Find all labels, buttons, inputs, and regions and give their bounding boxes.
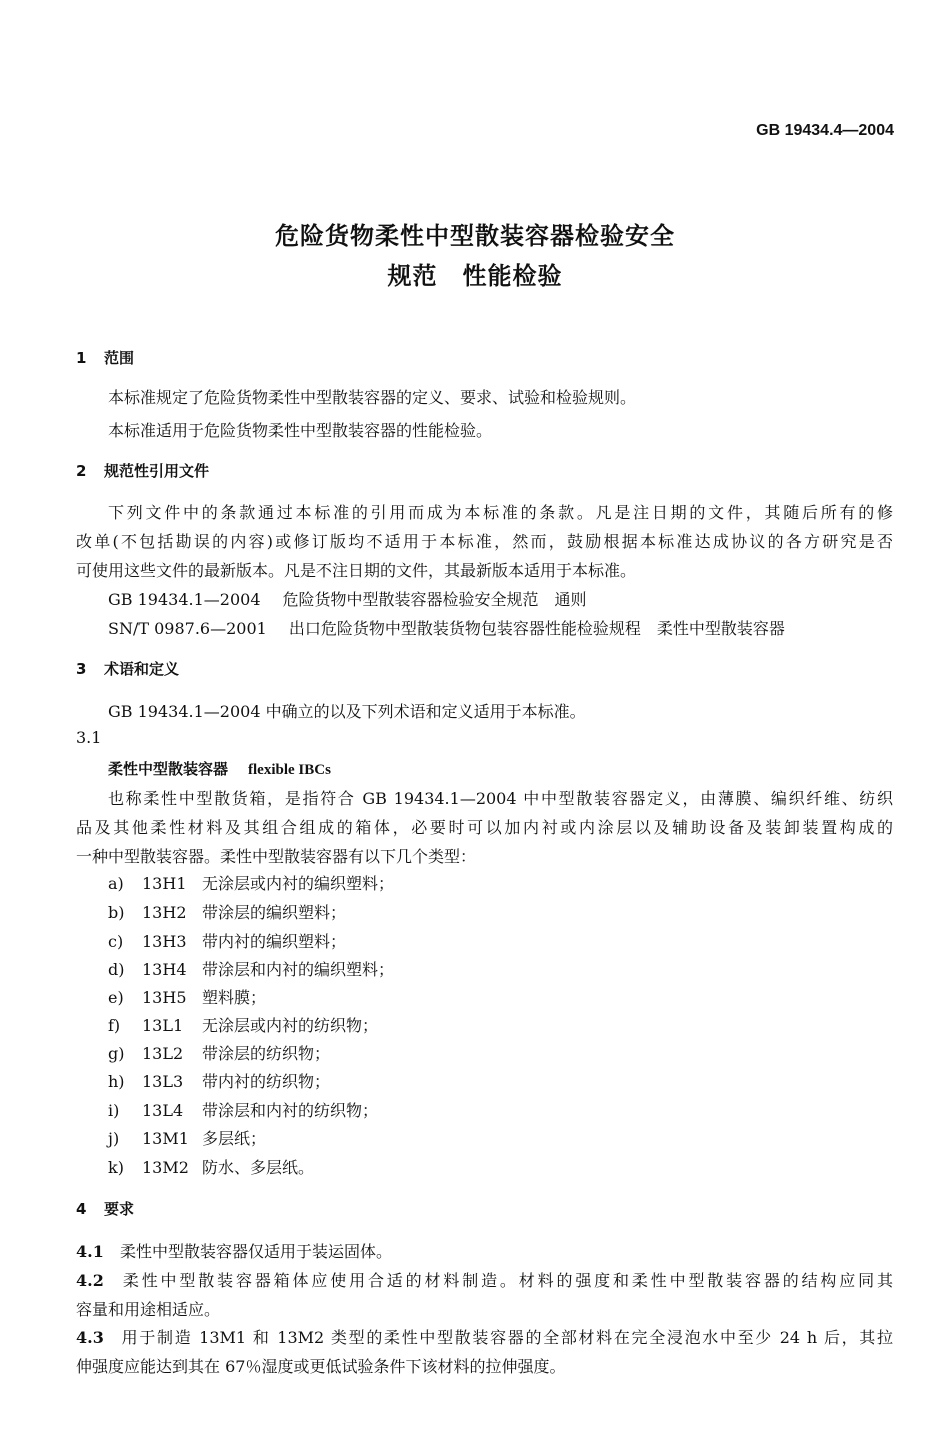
section-title: 要求 xyxy=(104,1200,135,1218)
clause-text: 柔性中型散装容器箱体应使用合适的材料制造。材料的强度和柔性中型散装容器的结构应同其 xyxy=(120,1271,893,1290)
reference-code: SN/T 0987.6—2001 xyxy=(108,619,267,638)
reference-title: 出口危险货物中型散装货物包装容器性能检验规程 柔性中型散装容器 xyxy=(288,619,785,638)
definition-line-3: 一种中型散装容器。柔性中型散装容器有以下几个类型： xyxy=(76,847,477,866)
section-number: 4 xyxy=(76,1200,87,1218)
list-item-letter: f) xyxy=(108,1016,121,1035)
list-item xyxy=(108,1155,314,1178)
list-item-desc: 带涂层的纺织物； xyxy=(202,1044,331,1063)
list-item xyxy=(108,1013,378,1036)
term-chinese: 柔性中型散装容器 xyxy=(108,760,229,778)
list-item-code: 13H2 xyxy=(142,903,187,922)
clause-number: 4.3 xyxy=(76,1328,104,1347)
list-item xyxy=(108,929,346,952)
reference-title: 危险货物中型散装容器检验安全规范 通则 xyxy=(282,590,587,609)
list-item-desc: 无涂层或内衬的纺织物； xyxy=(202,1016,379,1035)
list-item-desc: 带涂层和内衬的纺织物； xyxy=(202,1101,379,1120)
list-item-letter: c) xyxy=(108,932,124,951)
document-title-line2: 规范 性能检验 xyxy=(387,262,563,290)
list-item-letter: h) xyxy=(108,1072,125,1091)
clause-4-3-line-1 xyxy=(76,1325,893,1348)
section-4-heading xyxy=(76,1198,134,1219)
list-item xyxy=(108,871,394,894)
list-item-code: 13L1 xyxy=(142,1016,184,1035)
list-item-desc: 多层纸； xyxy=(202,1129,267,1148)
list-item-desc: 防水、多层纸。 xyxy=(202,1158,315,1177)
list-item-desc: 无涂层或内衬的编织塑料； xyxy=(202,874,395,893)
definition-line-2: 品及其他柔性材料及其组合组成的箱体，必要时可以加内衬或内涂层以及辅助设备及装卸装置构成的 xyxy=(76,818,893,837)
list-item-letter: g) xyxy=(108,1044,125,1063)
section-number: 3 xyxy=(76,660,87,678)
section-title: 范围 xyxy=(104,349,135,367)
section-1-paragraph-2: 本标准适用于危险货物柔性中型散装容器的性能检验。 xyxy=(108,421,493,440)
list-item xyxy=(108,985,266,1008)
list-item-code: 13H1 xyxy=(142,874,187,893)
section-title: 术语和定义 xyxy=(104,660,180,678)
section-3-paragraph: GB 19434.1—2004 中确立的以及下列术语和定义适用于本标准。 xyxy=(108,702,586,721)
list-item-code: 13H5 xyxy=(142,988,187,1007)
section-number: 1 xyxy=(76,349,87,367)
section-3-heading xyxy=(76,658,179,679)
section-2-para-line-2: 改单(不包括勘误的内容)或修订版均不适用于本标准，然而，鼓励根据本标准达成协议的各方研究是否 xyxy=(76,532,893,551)
list-item-code: 13M2 xyxy=(142,1158,189,1177)
list-item-desc: 塑料膜； xyxy=(202,988,267,1007)
list-item xyxy=(108,1069,330,1092)
list-item-desc: 带涂层的编织塑料； xyxy=(202,903,347,922)
section-2-para-line-1: 下列文件中的条款通过本标准的引用而成为本标准的条款。凡是注日期的文件，其随后所有的修 xyxy=(108,503,893,522)
normative-reference xyxy=(108,616,785,639)
list-item xyxy=(108,957,394,980)
list-item-letter: b) xyxy=(108,903,125,922)
term-english: flexible IBCs xyxy=(248,762,331,778)
definition-line-1: 也称柔性中型散货箱，是指符合 GB 19434.1—2004 中中型散装容器定义，由薄膜、编织纤维、纺织 xyxy=(108,789,893,808)
list-item-letter: i) xyxy=(108,1101,120,1120)
list-item xyxy=(108,1126,266,1149)
document-code: GB 19434.4—2004 xyxy=(756,122,894,139)
clause-4-2-line-1 xyxy=(76,1268,893,1291)
section-2-heading xyxy=(76,460,209,481)
reference-code: GB 19434.1—2004 xyxy=(108,590,261,609)
list-item-letter: a) xyxy=(108,874,124,893)
list-item xyxy=(108,1041,330,1064)
list-item-code: 13H4 xyxy=(142,960,187,979)
list-item-code: 13L3 xyxy=(142,1072,184,1091)
section-2-para-line-3: 可使用这些文件的最新版本。凡是不注日期的文件，其最新版本适用于本标准。 xyxy=(76,561,637,580)
list-item-code: 13L4 xyxy=(142,1101,184,1120)
list-item-letter: e) xyxy=(108,988,124,1007)
list-item-desc: 带内衬的编织塑料； xyxy=(202,932,347,951)
list-item-letter: k) xyxy=(108,1158,124,1177)
clause-number: 4.2 xyxy=(76,1271,104,1290)
list-item xyxy=(108,900,346,923)
list-item xyxy=(108,1098,378,1121)
list-item-letter: d) xyxy=(108,960,125,979)
section-title: 规范性引用文件 xyxy=(104,462,210,480)
section-1-paragraph-1: 本标准规定了危险货物柔性中型散装容器的定义、要求、试验和检验规则。 xyxy=(108,388,637,407)
list-item-desc: 带内衬的纺织物； xyxy=(202,1072,331,1091)
subsection-3-1-number: 3.1 xyxy=(76,728,102,747)
term-heading xyxy=(108,758,331,779)
list-item-code: 13L2 xyxy=(142,1044,184,1063)
clause-4-2-line-2: 容量和用途相适应。 xyxy=(76,1300,221,1319)
clause-text: 柔性中型散装容器仅适用于装运固体。 xyxy=(120,1242,393,1261)
clause-text: 用于制造 13M1 和 13M2 类型的柔性中型散装容器的全部材料在完全浸泡水中至少 24 h 后，其拉 xyxy=(120,1328,893,1347)
section-1-heading xyxy=(76,347,134,368)
clause-number: 4.1 xyxy=(76,1242,104,1261)
list-item-letter: j) xyxy=(108,1129,120,1148)
clause-4-3-line-2: 伸强度应能达到其在 67％湿度或更低试验条件下该材料的拉伸强度。 xyxy=(76,1357,566,1376)
clause-4-1 xyxy=(76,1239,392,1262)
list-item-code: 13H3 xyxy=(142,932,187,951)
document-title-line1: 危险货物柔性中型散装容器检验安全 xyxy=(275,222,675,250)
list-item-code: 13M1 xyxy=(142,1129,189,1148)
normative-reference xyxy=(108,587,587,610)
section-number: 2 xyxy=(76,462,87,480)
list-item-desc: 带涂层和内衬的编织塑料； xyxy=(202,960,395,979)
